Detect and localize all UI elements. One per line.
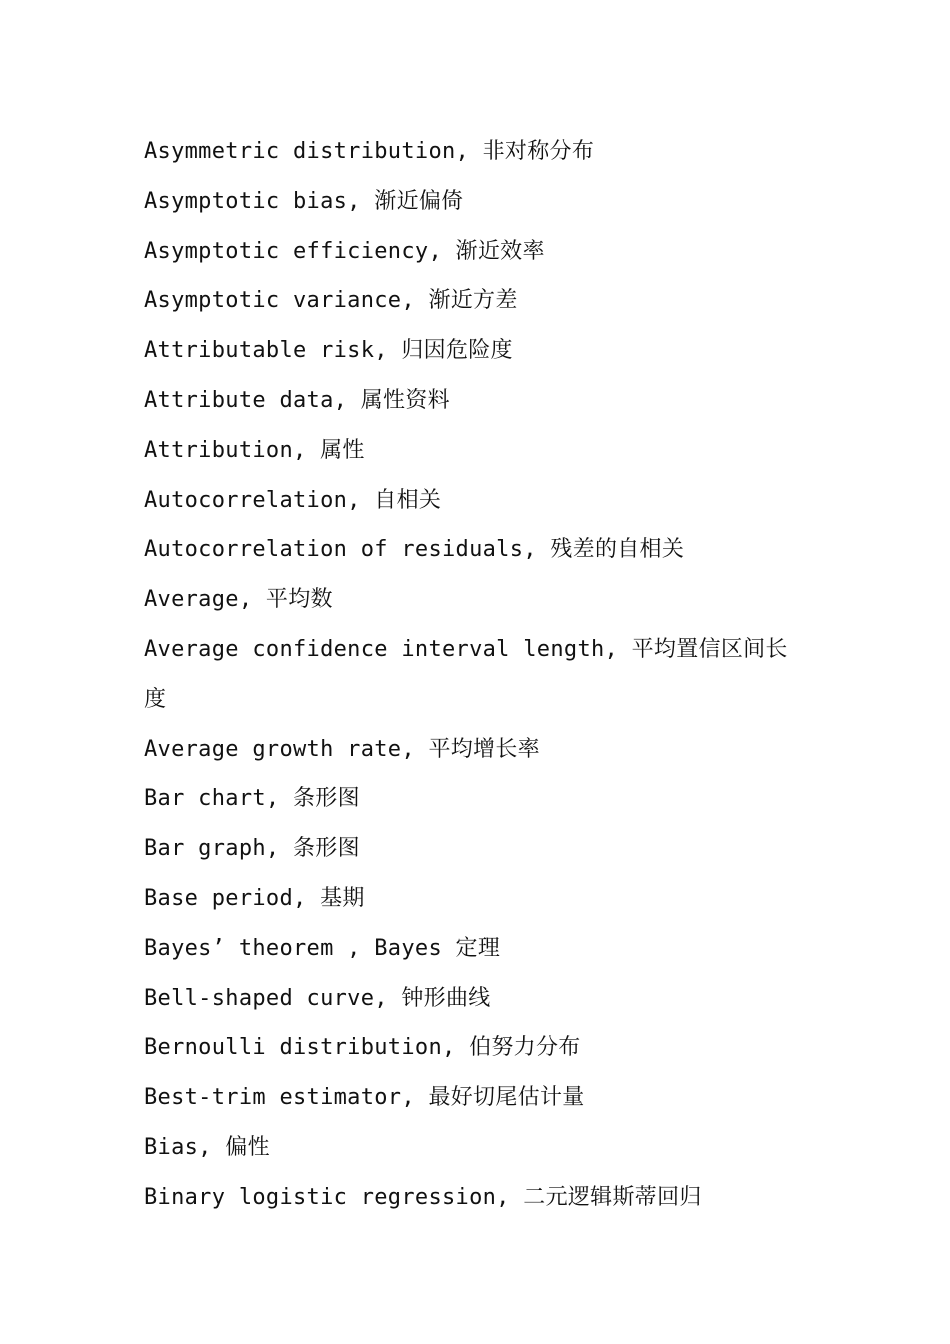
glossary-entry: Autocorrelation of residuals, 残差的自相关 [144,537,685,563]
glossary-entry: Average confidence interval length, 平均置信区间长度 [144,636,788,712]
glossary-entry: Bias, 偏性 [144,1134,270,1160]
glossary-entry: Bernoulli distribution, 伯努力分布 [144,1035,581,1061]
glossary-entry: Asymptotic bias, 渐近偏倚 [144,188,464,214]
glossary-entry: Best-trim estimator, 最好切尾估计量 [144,1085,585,1111]
glossary-entry: Attribution, 属性 [144,437,365,463]
glossary-entry: Base period, 基期 [144,885,365,911]
glossary-entry: Bayes’ theorem , Bayes 定理 [144,935,501,961]
glossary-entry: Bell-shaped curve, 钟形曲线 [144,985,491,1011]
glossary-entry: Asymmetric distribution, 非对称分布 [144,139,595,164]
glossary-entry: Attributable risk, 归因危险度 [144,338,513,364]
glossary-entry: Average, 平均数 [144,587,333,613]
glossary-entry: Average growth rate, 平均增长率 [144,736,540,762]
glossary-list [144,127,794,1223]
glossary-entry: Bar graph, 条形图 [144,836,360,862]
glossary-entry: Autocorrelation, 自相关 [144,487,442,513]
glossary-entry: Binary logistic regression, 二元逻辑斯蒂回归 [144,1184,702,1210]
glossary-entry: Asymptotic variance, 渐近方差 [144,288,518,314]
glossary-entry: Bar chart, 条形图 [144,786,360,812]
glossary-entry: Asymptotic efficiency, 渐近效率 [144,238,545,264]
glossary-entry: Attribute data, 属性资料 [144,387,450,413]
